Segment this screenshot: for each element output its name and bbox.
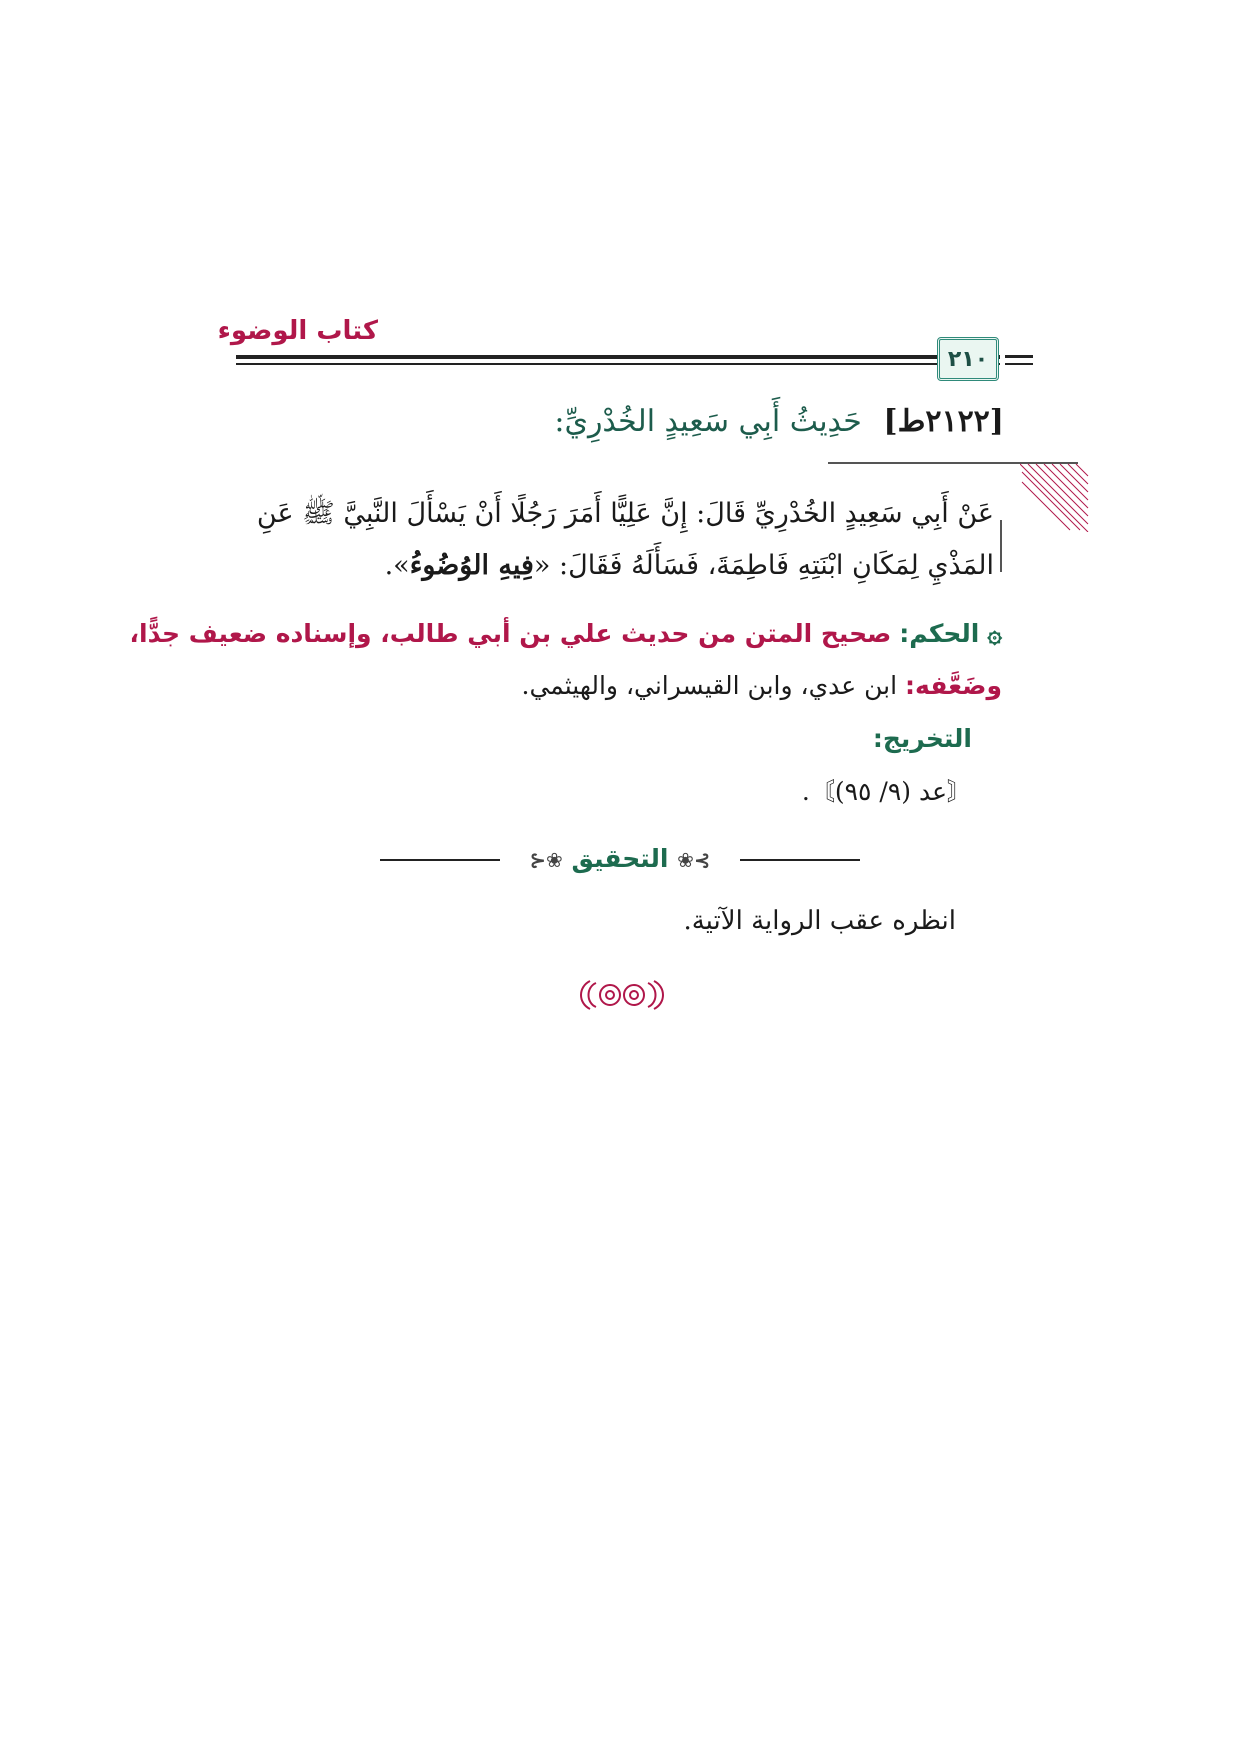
ruling-bullet-icon: ۞ <box>987 619 1002 648</box>
hadith-line-2-start: المَذْيِ لِمَكَانِ ابْنَتِهِ فَاطِمَةَ، فَسَأَلَهُ فَقَالَ: « <box>533 550 994 581</box>
verification-label: التحقيق <box>571 844 669 873</box>
verification-note: انظره عقب الرواية الآتية. <box>683 906 956 936</box>
hadith-line-2 <box>234 540 994 592</box>
hadith-title: حَدِيثُ أَبِي سَعِيدٍ الخُدْرِيِّ: <box>554 404 862 439</box>
verification-heading <box>380 844 860 873</box>
verification-divider <box>380 844 860 874</box>
ruling-line-1 <box>129 608 1002 660</box>
weakened-by: ابن عدي، وابن القيسراني، والهيثمي. <box>521 671 898 700</box>
running-title: كتاب الوضوء <box>217 316 378 346</box>
takhrij-source: 〘عد (٩/ ٩٥)〙. <box>801 777 972 806</box>
hadith-text <box>234 488 994 592</box>
hadith-line-1: عَنْ أَبِي سَعِيدٍ الخُدْرِيِّ قَالَ: إِنَّ عَلِيًّا أَمَرَ رَجُلًا أَنْ يَسْأَلَ النَّبِيَّ ﷺ عَنِ <box>256 498 994 529</box>
prophet-quote: فِيهِ الوُضُوءُ <box>409 550 534 581</box>
header-rule-thick <box>236 355 1000 359</box>
hadith-heading <box>554 404 1004 439</box>
ruling-line-2 <box>222 660 1002 712</box>
hadith-frame-side <box>1000 520 1002 572</box>
divider-ornament-left-icon: ❀⊰ <box>529 848 563 872</box>
frame-corner-ornament <box>1020 462 1090 532</box>
takhrij-label: التخريج: <box>872 724 972 753</box>
header-rule-right-1 <box>1005 355 1033 358</box>
end-ornament-icon <box>570 975 674 1015</box>
weakened-label: وضَعَّفه: <box>905 671 1002 700</box>
divider-ornament-right-icon: ⊱❀ <box>677 848 711 872</box>
page-number: ٢١٠ <box>947 346 989 372</box>
ruling-text: صحيح المتن من حديث علي بن أبي طالب، وإسناده ضعيف جدًّا، <box>129 619 892 648</box>
page-number-badge <box>937 337 999 381</box>
header-rule-thin <box>236 363 1000 365</box>
ruling-label: الحكم: <box>899 619 980 648</box>
header-rule-right-2 <box>1005 363 1033 365</box>
hadith-number: [٢١٢٢ط] <box>883 404 1004 439</box>
hadith-line-2-end: ». <box>384 550 410 581</box>
ruling-block <box>129 608 1002 712</box>
